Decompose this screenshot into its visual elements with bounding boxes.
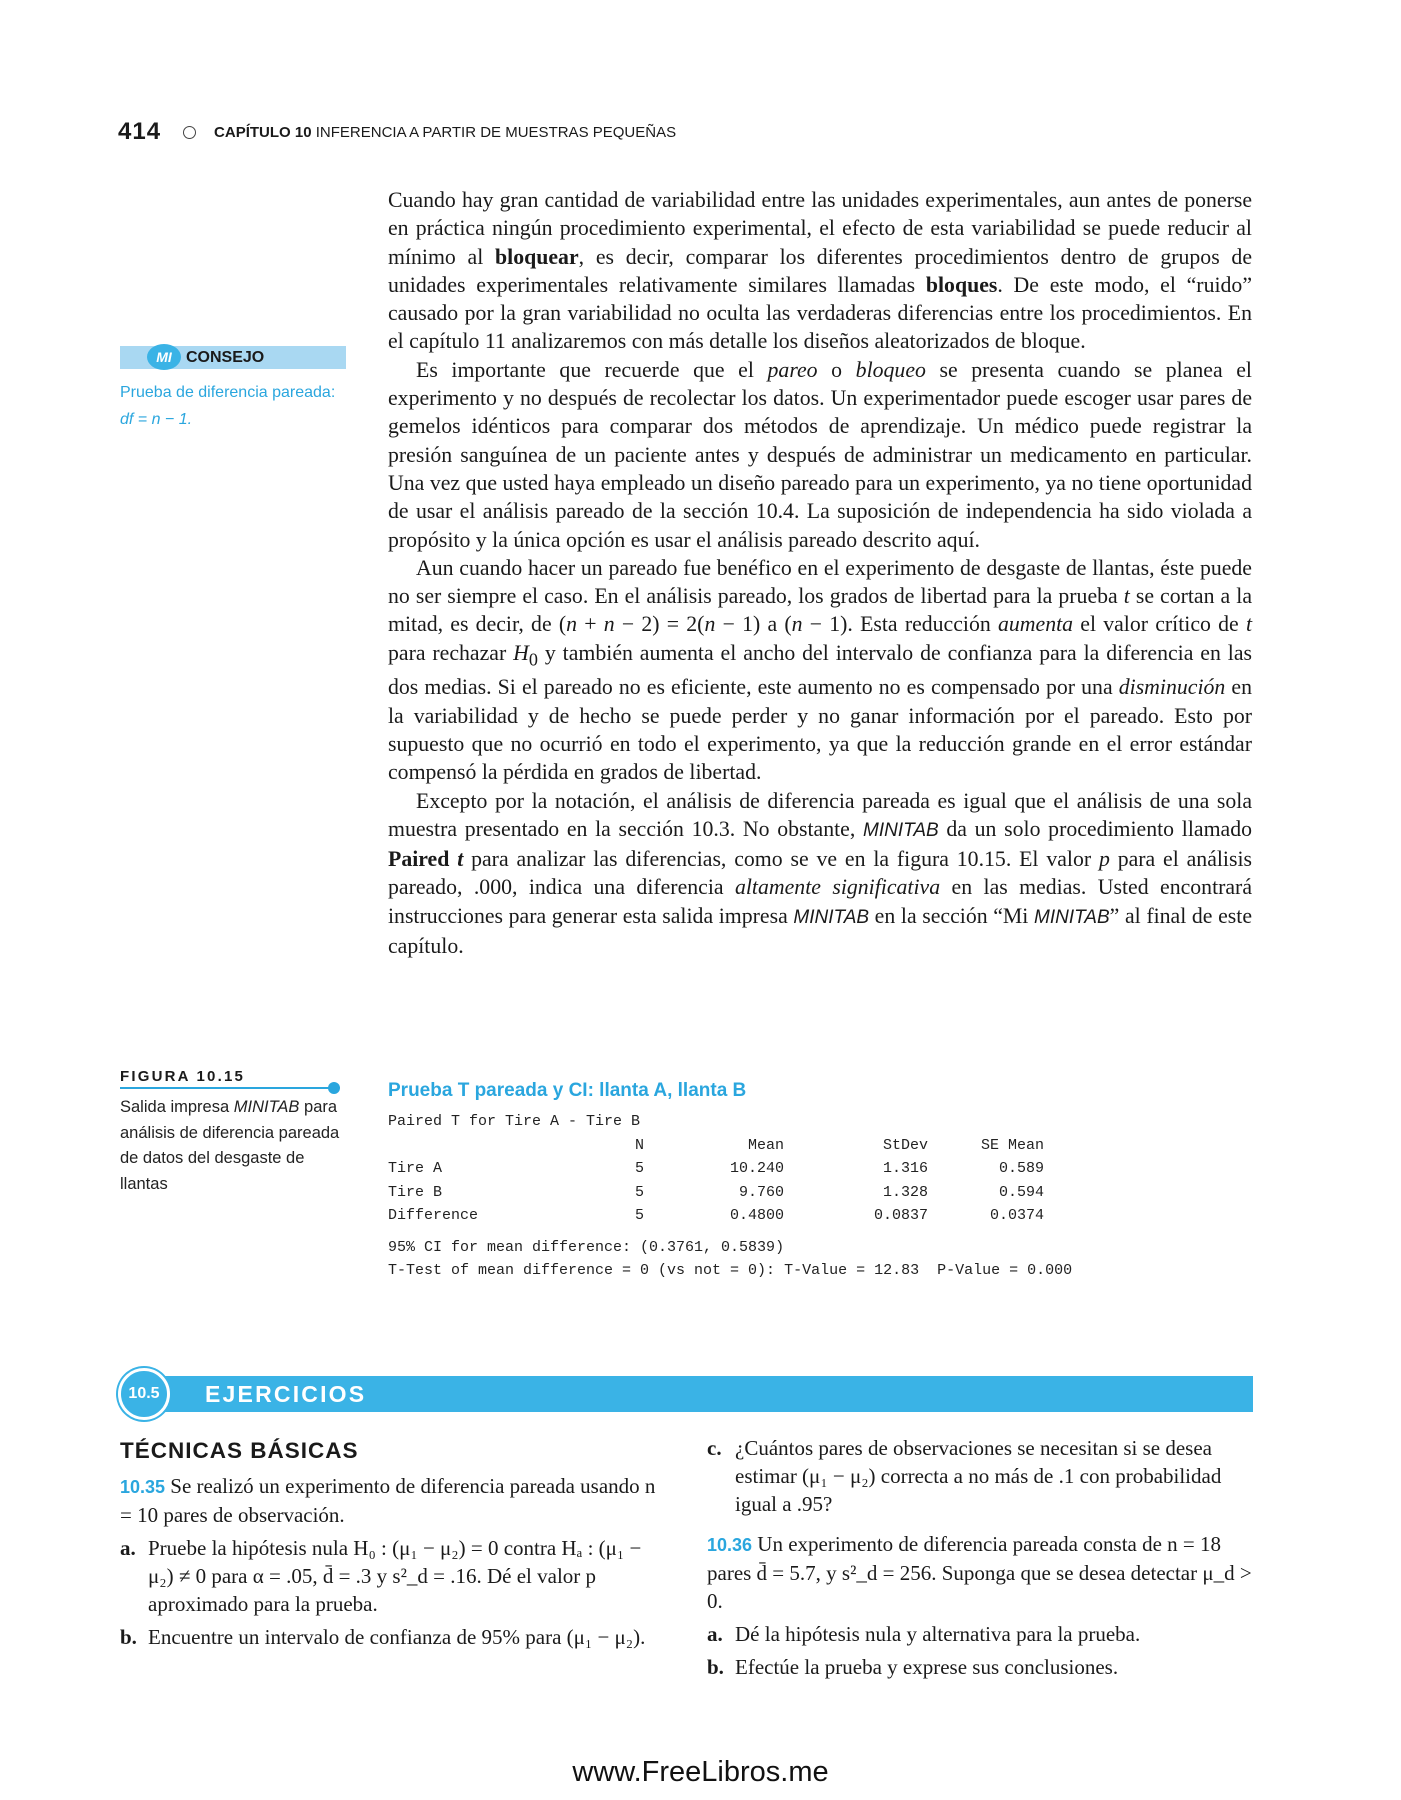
part-text: Efectúe la prueba y exprese sus conclusiones. (735, 1655, 1119, 1679)
text: para el análisis pareado, .000, indica una diferencia (388, 847, 1253, 900)
exercise-intro: Un experimento de diferencia pareada consta de n = 18 pares d̄ = 5.7, y s²_d = 256. Suponga que se desea detectar μ_d > 0. (707, 1532, 1252, 1613)
exercise-part (120, 1623, 660, 1651)
text: en las medias. Usted encontrará instrucciones para generar esta salida impresa (388, 875, 1252, 928)
part-label: b. (707, 1655, 724, 1679)
cell: 0.589 (998, 1160, 1044, 1177)
text: se presenta cuando se planea el experimento y no después de recolectar los datos. Un experimentador puede escoger usar pares de gemelos idénticos para comparar dos métodos de aprendizaje. Un médico puede registrar la presión sanguínea de un paciente antes y después de administrar un medicamento en particular. Una vez que usted haya empleado un diseño pareado para un experimento, ya no tiene oportunidad de usar el análisis pareado de la sección 10.4. La suposición de independencia ha sido violada a propósito y la única opción es usar el análisis pareado descrito aquí. (388, 357, 1252, 552)
var: H (513, 640, 529, 665)
emph: bloqueo (855, 357, 926, 382)
bullet-circle-icon (183, 126, 196, 139)
cell: 0.0837 (873, 1207, 928, 1224)
text: Aun cuando hacer un pareado fue benéfico en el experimento de desgaste de llantas, éste puede no ser siempre el caso. En el análisis pareado, los grados de libertad para la prueba (388, 555, 1252, 609)
section-banner (148, 1376, 1253, 1412)
term-bloques: bloques (925, 272, 998, 297)
part-text: ¿Cuántos pares de observaciones se necesitan si se desea estimar (μ₁ − μ₂) correcta a no más de .1 con probabilidad igual a .95? (735, 1436, 1222, 1516)
exercises-right-column (707, 1434, 1253, 1681)
chapter-title: INFERENCIA A PARTIR DE MUESTRAS PEQUEÑAS (315, 123, 677, 141)
figure-label: FIGURA 10.15 (120, 1068, 246, 1085)
tip-box (120, 346, 346, 433)
text: se cortan a la mitad, es decir, de ( (388, 584, 1252, 637)
part-label: a. (120, 1536, 136, 1560)
emph: aumenta (997, 612, 1074, 637)
cell: Tire B (388, 1183, 443, 1201)
text: para rechazar (388, 640, 514, 665)
body-text (388, 186, 1252, 960)
exercise-10-36 (707, 1530, 1253, 1615)
part-label: b. (120, 1625, 137, 1649)
subsection-heading: TÉCNICAS BÁSICAS (120, 1438, 359, 1463)
var: n (791, 612, 803, 637)
var: n (603, 612, 615, 637)
tip-title: CONSEJO (186, 349, 265, 366)
exercise-number: 10.36 (707, 1535, 753, 1555)
output-subtitle: Paired T for Tire A - Tire B (388, 1113, 641, 1130)
paragraph-1 (388, 186, 1252, 356)
tip-text (120, 379, 346, 433)
figure-text (120, 1095, 344, 1197)
text: en la sección “Mi (869, 903, 1034, 928)
exercise-part (707, 1434, 1253, 1518)
part-text: Encuentre un intervalo de confianza de 95% para (μ₁ − μ₂). (148, 1625, 646, 1649)
chapter-number: CAPÍTULO 10 (214, 123, 312, 141)
var: t (1245, 612, 1252, 637)
var: t (1123, 584, 1130, 609)
section-number: 10.5 (118, 1368, 170, 1420)
col-semean: SE Mean (980, 1136, 1044, 1154)
text: da un solo procedimiento llamado (938, 816, 1252, 841)
cell: 10.240 (729, 1160, 784, 1177)
col-n: N (634, 1136, 644, 1154)
cell: 5 (634, 1160, 644, 1177)
exercise-10-35 (120, 1472, 660, 1529)
part-label: c. (707, 1436, 722, 1460)
col-label (388, 1134, 604, 1158)
minitab-name: MINITAB (793, 906, 870, 928)
running-header (118, 118, 676, 146)
text: el valor crítico de (1073, 612, 1246, 637)
var: n (704, 612, 716, 637)
text: Cuando hay gran cantidad de variabilidad entre las unidades experimentales, aun antes de ponerse en práctica ningún procedimiento experimental, el efecto de esta variabilidad se puede reducir al mínimo al (388, 188, 1252, 269)
text: en la variabilidad y de hecho se puede perder y no ganar información por el pareado. Esto por supuesto que no ocurrió en todo el experimento, ya que la reducción grande en el error estándar compensó la pérdida en grados de libertad. (388, 675, 1252, 785)
mi-badge-icon: MI (147, 344, 181, 370)
paragraph-4 (388, 787, 1252, 961)
term-bloquear: bloquear (495, 244, 579, 269)
text: − 1). Esta reducción (802, 612, 998, 637)
text: o (817, 357, 856, 382)
text: − 1) a ( (715, 612, 792, 637)
var: p (1098, 847, 1110, 872)
text: Es importante que recuerde que el (416, 357, 768, 382)
text: , es decir, comparar los diferentes procedimientos dentro de grupos de unidades experimentales relativamente similares llamadas (388, 244, 1252, 297)
ci-line: 95% CI for mean difference: (0.3761, 0.5839) (388, 1238, 785, 1256)
table-row (388, 1181, 1268, 1205)
text: y también aumenta el ancho del intervalo de confianza para la diferencia en las dos medias. Si el pareado no es eficiente, este aumento no es compensado por una (388, 640, 1252, 700)
term-paired-t: t (457, 847, 464, 872)
figure-rule (120, 1087, 334, 1089)
page-number: 414 (118, 118, 162, 145)
exercises-left-column (120, 1434, 660, 1651)
minitab-name: MINITAB (233, 1098, 300, 1116)
part-label: a. (707, 1622, 723, 1646)
exercise-part (120, 1534, 660, 1618)
subscript: 0 (528, 649, 538, 670)
emph: pareo (767, 357, 818, 382)
table-row (388, 1157, 1268, 1181)
part-text: Pruebe la hipótesis nula H₀ : (μ₁ − μ₂) = 0 contra Hₐ : (μ₁ − μ₂) ≠ 0 para α = .05, d̄ = .3 y s²_d = .16. Dé el valor p aproximado para la prueba. (148, 1536, 642, 1616)
text: Salida impresa (120, 1098, 234, 1116)
test-line: T-Test of mean difference = 0 (vs not = 0): T-Value = 12.83 P-Value = 0.000 (388, 1262, 1073, 1279)
text: ” al final de este capítulo. (388, 903, 1252, 959)
text: Excepto por la notación, el análisis de diferencia pareada es igual que el análisis de una sola muestra presentado en la sección 10.3. No obstante, (388, 788, 1252, 841)
text: para análisis de diferencia pareada de datos del desgaste de llantas (120, 1098, 340, 1193)
output-title: Prueba T pareada y CI: llanta A, llanta B (388, 1080, 747, 1101)
col-mean: Mean (747, 1136, 784, 1154)
cell: Tire A (388, 1160, 443, 1177)
col-stdev: StDev (882, 1136, 928, 1154)
cell: 5 (634, 1207, 644, 1224)
section-title: EJERCICIOS (205, 1381, 367, 1407)
cell: 0.4800 (729, 1207, 784, 1224)
cell: 0.594 (998, 1183, 1044, 1201)
minitab-output (388, 1080, 1268, 1283)
table-header (388, 1134, 1268, 1158)
minitab-name: MINITAB (1034, 906, 1110, 928)
text: . De este modo, el “ruido” causado por la gran variabilidad no oculta las verdaderas diferencias entre los procedimientos. En el capítulo 11 analizaremos con más detalle los diseños aleatorizados de bloque. (388, 272, 1252, 354)
exercise-part (707, 1620, 1253, 1648)
chapter-heading (214, 124, 676, 141)
cell: 5 (634, 1183, 644, 1201)
emph: disminución (1118, 675, 1226, 700)
text: para analizar las diferencias, como se ve en la figura 10.15. El valor (463, 847, 1099, 872)
paragraph-3 (388, 554, 1252, 787)
var: n (566, 612, 578, 637)
tip-header (120, 346, 346, 369)
cell: 1.328 (882, 1183, 928, 1201)
emph: altamente significativa (734, 875, 941, 900)
tip-line-1: Prueba de diferencia pareada: (120, 384, 336, 401)
figure-caption (120, 1068, 344, 1197)
cell: Difference (388, 1207, 479, 1224)
paragraph-2 (388, 356, 1252, 554)
minitab-name: MINITAB (863, 819, 939, 841)
exercise-number: 10.35 (120, 1477, 166, 1497)
footer-url: www.FreeLibros.me (572, 1756, 829, 1788)
part-text: Dé la hipótesis nula y alternativa para la prueba. (735, 1622, 1141, 1646)
table-row (388, 1204, 1268, 1228)
cell: 0.0374 (989, 1207, 1044, 1224)
term-paired: Paired (388, 847, 458, 872)
text: − 2) = 2( (614, 612, 705, 637)
exercise-intro: Se realizó un experimento de diferencia pareada usando n = 10 pares de observación. (120, 1474, 656, 1527)
text: + (577, 612, 604, 637)
tip-line-2: df = n − 1. (120, 411, 193, 428)
exercise-part (707, 1653, 1253, 1681)
cell: 9.760 (738, 1183, 784, 1201)
cell: 1.316 (882, 1160, 928, 1177)
